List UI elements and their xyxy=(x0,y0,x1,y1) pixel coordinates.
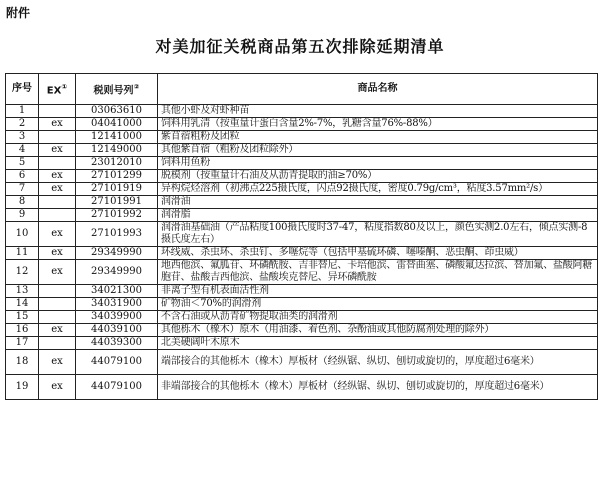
tariff-code-cell: 23012010 xyxy=(76,157,158,170)
table-row xyxy=(6,260,598,285)
seq-cell: 16 xyxy=(6,324,39,337)
table-row xyxy=(6,131,598,144)
tariff-code-cell: 44079100 xyxy=(76,350,158,375)
ex-cell: ex xyxy=(39,118,76,131)
tariff-code-cell: 12141000 xyxy=(76,131,158,144)
product-name-cell: 环线威、杀虫环、杀虫钉、多噻烷等（包括甲基硫环磷、噻嗪酮、恶虫酮、茚虫威） xyxy=(158,247,598,260)
tariff-code-cell: 29349990 xyxy=(76,260,158,285)
product-name-cell: 北美硬阔叶木原木 xyxy=(158,337,598,350)
ex-cell xyxy=(39,105,76,118)
seq-cell: 19 xyxy=(6,375,39,400)
table-row xyxy=(6,324,598,337)
table-row xyxy=(6,157,598,170)
product-name-cell: 其他栎木（橡木）原木（用油漆、着色剂、杂酚油或其他防腐剂处理的除外） xyxy=(158,324,598,337)
ex-cell: ex xyxy=(39,324,76,337)
ex-cell xyxy=(39,337,76,350)
seq-cell: 17 xyxy=(6,337,39,350)
table-row xyxy=(6,222,598,247)
seq-cell: 1 xyxy=(6,105,39,118)
table-row xyxy=(6,350,598,375)
tariff-code-cell: 03063610 xyxy=(76,105,158,118)
product-name-cell: 润滑油 xyxy=(158,196,598,209)
table-row xyxy=(6,105,598,118)
product-name-cell: 其他小虾及对虾种苗 xyxy=(158,105,598,118)
ex-cell: ex xyxy=(39,183,76,196)
ex-cell: ex xyxy=(39,144,76,157)
tariff-code-cell: 44039100 xyxy=(76,324,158,337)
seq-cell: 6 xyxy=(6,170,39,183)
tariff-code-cell: 27101919 xyxy=(76,183,158,196)
product-name-cell: 不含石油或从沥青矿物提取油类的润滑剂 xyxy=(158,311,598,324)
tariff-code-cell: 34039900 xyxy=(76,311,158,324)
product-name-cell: 饲料用鱼粉 xyxy=(158,157,598,170)
seq-cell: 7 xyxy=(6,183,39,196)
ex-cell: ex xyxy=(39,350,76,375)
seq-cell: 12 xyxy=(6,260,39,285)
table-row xyxy=(6,375,598,400)
product-name-cell: 地西他滨、氟胍苷、环磷酰胺、吉非替尼、卡培他滨、雷替曲塞、磷酸氟达拉滨、替加氟、盐酸阿糖胞苷、盐酸吉西他滨、盐酸埃克替尼、异环磷酰胺 xyxy=(158,260,598,285)
ex-cell xyxy=(39,196,76,209)
seq-cell: 18 xyxy=(6,350,39,375)
ex-cell xyxy=(39,209,76,222)
table-row xyxy=(6,337,598,350)
page-title: 对美加征关税商品第五次排除延期清单 xyxy=(155,37,445,56)
ex-cell: ex xyxy=(39,260,76,285)
tariff-code-cell: 04041000 xyxy=(76,118,158,131)
seq-cell: 14 xyxy=(6,298,39,311)
code-footnote-mark: ② xyxy=(133,82,140,91)
product-name-cell: 端部接合的其他栎木（橡木）厚板材（经纵锯、纵切、刨切或旋切的，厚度超过6毫米） xyxy=(158,350,598,375)
product-name-cell: 异构烷烃溶剂（初沸点225摄氏度，闪点92摄氏度，密度0.79g/cm³，粘度3.57mm²/s） xyxy=(158,183,598,196)
table-row xyxy=(6,298,598,311)
ex-cell xyxy=(39,131,76,144)
tariff-code-cell: 29349990 xyxy=(76,247,158,260)
attachment-label: 附件 xyxy=(6,6,31,20)
ex-cell xyxy=(39,285,76,298)
ex-cell xyxy=(39,298,76,311)
tariff-code-cell: 27101991 xyxy=(76,196,158,209)
product-name-cell: 紫苜蓿粗粉及团粒 xyxy=(158,131,598,144)
tariff-code-cell: 27101299 xyxy=(76,170,158,183)
product-name-cell: 润滑脂 xyxy=(158,209,598,222)
table-row xyxy=(6,118,598,131)
tariff-code-cell: 27101992 xyxy=(76,209,158,222)
tariff-code-cell: 44039300 xyxy=(76,337,158,350)
product-name-cell: 其他紫苜蓿（粗粉及团粒除外） xyxy=(158,144,598,157)
table-row xyxy=(6,183,598,196)
tariff-code-cell: 34031900 xyxy=(76,298,158,311)
ex-cell: ex xyxy=(39,222,76,247)
ex-footnote-mark: ① xyxy=(61,82,68,91)
seq-cell: 2 xyxy=(6,118,39,131)
table-row xyxy=(6,311,598,324)
seq-cell: 3 xyxy=(6,131,39,144)
ex-cell: ex xyxy=(39,375,76,400)
tariff-code-cell: 12149000 xyxy=(76,144,158,157)
tariff-code-cell: 27101993 xyxy=(76,222,158,247)
product-name-cell: 矿物油＜70%的润滑剂 xyxy=(158,298,598,311)
product-name-cell: 非端部接合的其他栎木（橡木）厚板材（经纵锯、纵切、刨切或旋切的，厚度超过6毫米） xyxy=(158,375,598,400)
seq-cell: 13 xyxy=(6,285,39,298)
product-name-cell: 非离子型有机表面活性剂 xyxy=(158,285,598,298)
header-seq: 序号 xyxy=(6,74,39,105)
seq-cell: 15 xyxy=(6,311,39,324)
table-row xyxy=(6,285,598,298)
table-row xyxy=(6,247,598,260)
seq-cell: 5 xyxy=(6,157,39,170)
tariff-code-cell: 44079100 xyxy=(76,375,158,400)
ex-cell: ex xyxy=(39,170,76,183)
header-ex: EX① xyxy=(39,74,76,105)
header-product-name: 商品名称 xyxy=(158,74,598,105)
product-name-cell: 脱模剂（按重量计石油及从沥青提取的油≥70%） xyxy=(158,170,598,183)
product-name-cell: 润滑油基础油（产品粘度100摄氏度时37-47，粘度指数80及以上，颜色实测2.0左右，倾点实测-8摄氏度左右） xyxy=(158,222,598,247)
ex-cell xyxy=(39,157,76,170)
table-row xyxy=(6,170,598,183)
product-name-cell: 饲料用乳清（按重量计蛋白含量2%-7%，乳糖含量76%-88%） xyxy=(158,118,598,131)
ex-cell: ex xyxy=(39,247,76,260)
seq-cell: 11 xyxy=(6,247,39,260)
tariff-code-cell: 34021300 xyxy=(76,285,158,298)
seq-cell: 8 xyxy=(6,196,39,209)
table-row xyxy=(6,209,598,222)
exclusion-list-table xyxy=(5,73,598,400)
header-tariff-code: 税则号列② xyxy=(76,74,158,105)
ex-cell xyxy=(39,311,76,324)
seq-cell: 9 xyxy=(6,209,39,222)
table-row xyxy=(6,144,598,157)
table-header-row xyxy=(6,74,598,105)
seq-cell: 10 xyxy=(6,222,39,247)
seq-cell: 4 xyxy=(6,144,39,157)
table-row xyxy=(6,196,598,209)
